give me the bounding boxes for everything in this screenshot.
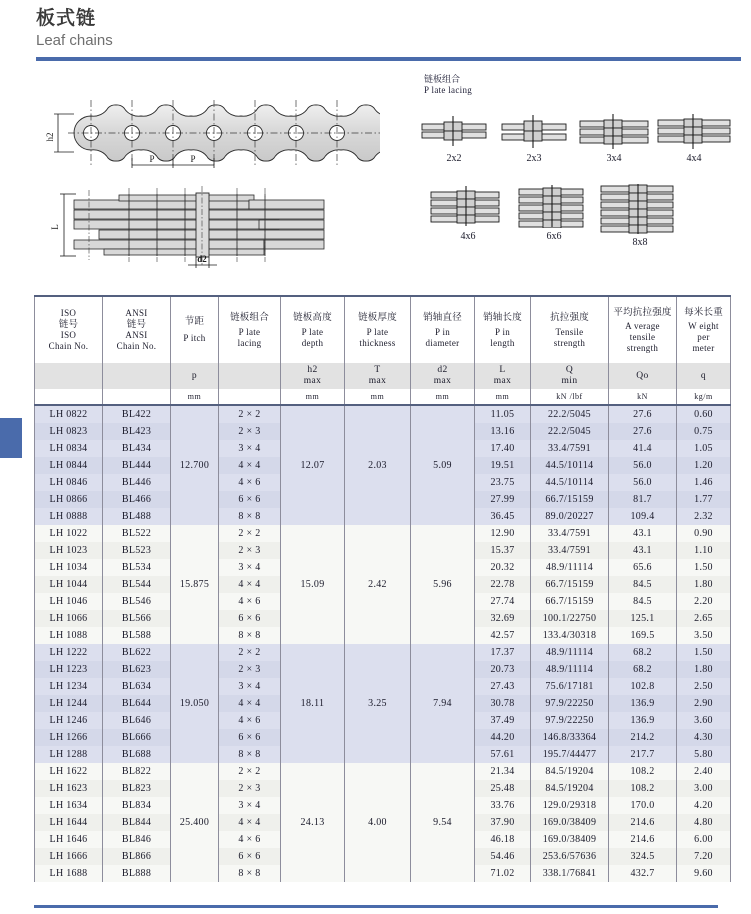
cell-average-tensile-strength: 214.6	[609, 831, 677, 848]
cell-weight-per-meter: 2.90	[677, 695, 731, 712]
cell-pitch: 12.700	[171, 405, 219, 525]
cell-iso-chain-no: LH 1066	[35, 610, 103, 627]
cell-ansi-chain-no: BL566	[103, 610, 171, 627]
cell-plate-thickness: 3.25	[345, 644, 411, 763]
header-pin-length: 销轴长度 P in length	[475, 296, 531, 363]
lacing-diagram-2x2	[414, 112, 494, 164]
cell-average-tensile-strength: 324.5	[609, 848, 677, 865]
unit-pin-diameter: mm	[411, 389, 475, 405]
cell-pin-length: 32.69	[475, 610, 531, 627]
cell-pin-length: 20.73	[475, 661, 531, 678]
cell-ansi-chain-no: BL834	[103, 797, 171, 814]
cell-weight-per-meter: 7.20	[677, 848, 731, 865]
cell-plate-lacing: 3 × 4	[219, 440, 281, 457]
symbol-average-tensile-strength: Qo	[609, 363, 677, 389]
side-view-pitch-label-1: P	[149, 154, 155, 164]
side-view-h2-label: h2	[45, 132, 55, 142]
lacing-diagram-8x8	[597, 184, 683, 248]
side-view-pitch-label-2: P	[190, 154, 196, 164]
cell-iso-chain-no: LH 1023	[35, 542, 103, 559]
cell-pin-length: 21.34	[475, 763, 531, 780]
cell-tensile-strength: 146.8/33364	[531, 729, 609, 746]
cell-weight-per-meter: 3.60	[677, 712, 731, 729]
cell-average-tensile-strength: 125.1	[609, 610, 677, 627]
cell-iso-chain-no: LH 1666	[35, 848, 103, 865]
cell-pin-length: 37.49	[475, 712, 531, 729]
cell-iso-chain-no: LH 1234	[35, 678, 103, 695]
cell-ansi-chain-no: BL666	[103, 729, 171, 746]
cell-average-tensile-strength: 169.5	[609, 627, 677, 644]
lacing-label-6x6: 6x6	[546, 231, 562, 242]
cell-pin-length: 13.16	[475, 423, 531, 440]
cell-ansi-chain-no: BL623	[103, 661, 171, 678]
cell-plate-lacing: 2 × 2	[219, 644, 281, 661]
cell-pin-length: 12.90	[475, 525, 531, 542]
cell-pin-length: 20.32	[475, 559, 531, 576]
cell-tensile-strength: 22.2/5045	[531, 405, 609, 423]
lacing-label-8x8: 8x8	[632, 237, 648, 248]
cell-tensile-strength: 133.4/30318	[531, 627, 609, 644]
cell-average-tensile-strength: 68.2	[609, 644, 677, 661]
cell-iso-chain-no: LH 0844	[35, 457, 103, 474]
cell-ansi-chain-no: BL534	[103, 559, 171, 576]
cell-plate-lacing: 8 × 8	[219, 746, 281, 763]
header-iso-chain-no: ISO 链号 ISO Chain No.	[35, 296, 103, 363]
cell-tensile-strength: 97.9/22250	[531, 712, 609, 729]
cell-iso-chain-no: LH 1644	[35, 814, 103, 831]
cell-plate-lacing: 6 × 6	[219, 491, 281, 508]
cell-ansi-chain-no: BL888	[103, 865, 171, 882]
cell-weight-per-meter: 2.32	[677, 508, 731, 525]
plate-lacing-title-en: P late lacing	[424, 85, 473, 95]
cell-iso-chain-no: LH 1266	[35, 729, 103, 746]
symbol-tensile-strength: Q min	[531, 363, 609, 389]
cell-average-tensile-strength: 43.1	[609, 542, 677, 559]
unit-iso	[35, 389, 103, 405]
cell-plate-lacing: 4 × 6	[219, 593, 281, 610]
cell-weight-per-meter: 2.65	[677, 610, 731, 627]
cell-pin-length: 36.45	[475, 508, 531, 525]
table-header-main-row	[35, 296, 731, 363]
cell-iso-chain-no: LH 1223	[35, 661, 103, 678]
table-bottom-divider	[34, 905, 718, 908]
page-title-cn: 板式链	[36, 8, 97, 29]
cell-tensile-strength: 66.7/15159	[531, 593, 609, 610]
cell-plate-lacing: 4 × 4	[219, 695, 281, 712]
cell-tensile-strength: 169.0/38409	[531, 814, 609, 831]
symbol-pitch: p	[171, 363, 219, 389]
cell-weight-per-meter: 1.05	[677, 440, 731, 457]
cell-tensile-strength: 33.4/7591	[531, 542, 609, 559]
cell-pin-length: 17.40	[475, 440, 531, 457]
cell-average-tensile-strength: 84.5	[609, 593, 677, 610]
cell-plate-lacing: 3 × 4	[219, 797, 281, 814]
lacing-diagram-4x4	[654, 112, 734, 164]
cell-tensile-strength: 33.4/7591	[531, 440, 609, 457]
cell-weight-per-meter: 3.00	[677, 780, 731, 797]
cell-pin-length: 27.99	[475, 491, 531, 508]
cell-average-tensile-strength: 65.6	[609, 559, 677, 576]
cell-iso-chain-no: LH 1034	[35, 559, 103, 576]
cell-ansi-chain-no: BL446	[103, 474, 171, 491]
cell-iso-chain-no: LH 0834	[35, 440, 103, 457]
lacing-label-2x3: 2x3	[526, 153, 542, 164]
cell-pin-length: 57.61	[475, 746, 531, 763]
cell-plate-thickness: 4.00	[345, 763, 411, 882]
plate-lacing-title	[424, 74, 472, 96]
header-weight-per-meter: 每米长重 W eight per meter	[677, 296, 731, 363]
spec-table-body	[35, 405, 731, 882]
cell-pin-length: 33.76	[475, 797, 531, 814]
cell-tensile-strength: 338.1/76841	[531, 865, 609, 882]
table-header-unit-row	[35, 389, 731, 405]
lacing-diagram-2x3	[494, 112, 574, 164]
cell-ansi-chain-no: BL422	[103, 405, 171, 423]
side-accent-tab	[0, 418, 22, 458]
cell-iso-chain-no: LH 1244	[35, 695, 103, 712]
cell-average-tensile-strength: 41.4	[609, 440, 677, 457]
cell-ansi-chain-no: BL866	[103, 848, 171, 865]
cell-pin-length: 44.20	[475, 729, 531, 746]
cell-ansi-chain-no: BL646	[103, 712, 171, 729]
cell-iso-chain-no: LH 1246	[35, 712, 103, 729]
cell-plate-lacing: 2 × 3	[219, 542, 281, 559]
cell-ansi-chain-no: BL434	[103, 440, 171, 457]
unit-weight-per-meter: kg/m	[677, 389, 731, 405]
cell-iso-chain-no: LH 1623	[35, 780, 103, 797]
cell-average-tensile-strength: 136.9	[609, 695, 677, 712]
header-pitch: 节距 P itch	[171, 296, 219, 363]
cell-iso-chain-no: LH 1288	[35, 746, 103, 763]
cell-ansi-chain-no: BL466	[103, 491, 171, 508]
cell-average-tensile-strength: 43.1	[609, 525, 677, 542]
cell-ansi-chain-no: BL634	[103, 678, 171, 695]
leaf-chain-side-view-diagram	[44, 92, 380, 174]
cell-pin-length: 15.37	[475, 542, 531, 559]
cell-ansi-chain-no: BL846	[103, 831, 171, 848]
cell-plate-lacing: 2 × 3	[219, 423, 281, 440]
cell-weight-per-meter: 2.50	[677, 678, 731, 695]
cell-plate-depth: 18.11	[281, 644, 345, 763]
cell-iso-chain-no: LH 1646	[35, 831, 103, 848]
cell-iso-chain-no: LH 0888	[35, 508, 103, 525]
lacing-diagram-3x4	[574, 112, 654, 164]
cell-ansi-chain-no: BL844	[103, 814, 171, 831]
lacing-label-4x4: 4x4	[686, 153, 702, 164]
cell-average-tensile-strength: 108.2	[609, 780, 677, 797]
lacing-diagram-6x6	[511, 184, 597, 248]
cell-ansi-chain-no: BL588	[103, 627, 171, 644]
symbol-weight-per-meter: q	[677, 363, 731, 389]
cell-pin-length: 27.74	[475, 593, 531, 610]
cell-weight-per-meter: 1.20	[677, 457, 731, 474]
cell-pin-length: 54.46	[475, 848, 531, 865]
cell-tensile-strength: 89.0/20227	[531, 508, 609, 525]
cell-plate-depth: 15.09	[281, 525, 345, 644]
cell-plate-depth: 12.07	[281, 405, 345, 525]
cell-weight-per-meter: 1.50	[677, 559, 731, 576]
cell-average-tensile-strength: 56.0	[609, 474, 677, 491]
cell-ansi-chain-no: BL444	[103, 457, 171, 474]
cell-iso-chain-no: LH 0823	[35, 423, 103, 440]
cell-pin-length: 42.57	[475, 627, 531, 644]
cell-pin-diameter: 9.54	[411, 763, 475, 882]
symbol-ansi	[103, 363, 171, 389]
figure-area	[0, 64, 751, 279]
header-tensile-strength: 抗拉强度 Tensile strength	[531, 296, 609, 363]
cell-plate-lacing: 4 × 4	[219, 576, 281, 593]
cell-plate-lacing: 4 × 6	[219, 831, 281, 848]
cell-tensile-strength: 44.5/10114	[531, 474, 609, 491]
cell-plate-lacing: 3 × 4	[219, 559, 281, 576]
cell-average-tensile-strength: 432.7	[609, 865, 677, 882]
cell-iso-chain-no: LH 1088	[35, 627, 103, 644]
cell-weight-per-meter: 0.90	[677, 525, 731, 542]
symbol-plate-lacing	[219, 363, 281, 389]
cell-plate-lacing: 2 × 3	[219, 780, 281, 797]
cell-plate-lacing: 8 × 8	[219, 508, 281, 525]
cell-tensile-strength: 100.1/22750	[531, 610, 609, 627]
header-pin-diameter: 销轴直径 P in diameter	[411, 296, 475, 363]
cell-weight-per-meter: 1.50	[677, 644, 731, 661]
cell-ansi-chain-no: BL823	[103, 780, 171, 797]
cell-plate-lacing: 8 × 8	[219, 627, 281, 644]
cell-ansi-chain-no: BL423	[103, 423, 171, 440]
cell-plate-lacing: 4 × 6	[219, 474, 281, 491]
header-ansi-chain-no: ANSI 链号 ANSI Chain No.	[103, 296, 171, 363]
cell-pin-diameter: 5.96	[411, 525, 475, 644]
cell-ansi-chain-no: BL522	[103, 525, 171, 542]
title-divider	[36, 57, 741, 61]
header-plate-thickness: 链板厚度 P late thickness	[345, 296, 411, 363]
cell-tensile-strength: 129.0/29318	[531, 797, 609, 814]
cell-pin-length: 30.78	[475, 695, 531, 712]
cell-iso-chain-no: LH 1634	[35, 797, 103, 814]
table-row	[35, 405, 731, 423]
cell-average-tensile-strength: 81.7	[609, 491, 677, 508]
symbol-pin-length: L max	[475, 363, 531, 389]
cell-tensile-strength: 84.5/19204	[531, 780, 609, 797]
cell-weight-per-meter: 1.80	[677, 576, 731, 593]
cell-average-tensile-strength: 214.6	[609, 814, 677, 831]
cell-weight-per-meter: 0.75	[677, 423, 731, 440]
cell-pin-length: 25.48	[475, 780, 531, 797]
cell-iso-chain-no: LH 0846	[35, 474, 103, 491]
unit-plate-depth: mm	[281, 389, 345, 405]
cell-pin-length: 71.02	[475, 865, 531, 882]
cell-plate-lacing: 2 × 2	[219, 405, 281, 423]
cell-ansi-chain-no: BL622	[103, 644, 171, 661]
cell-weight-per-meter: 0.60	[677, 405, 731, 423]
cell-weight-per-meter: 4.30	[677, 729, 731, 746]
cell-iso-chain-no: LH 1044	[35, 576, 103, 593]
cell-pin-length: 19.51	[475, 457, 531, 474]
table-header-symbol-row	[35, 363, 731, 389]
cell-tensile-strength: 33.4/7591	[531, 525, 609, 542]
cell-average-tensile-strength: 56.0	[609, 457, 677, 474]
cell-ansi-chain-no: BL546	[103, 593, 171, 610]
cell-ansi-chain-no: BL822	[103, 763, 171, 780]
cell-plate-thickness: 2.42	[345, 525, 411, 644]
unit-plate-thickness: mm	[345, 389, 411, 405]
page-title-en: Leaf chains	[36, 32, 113, 49]
symbol-plate-depth: h2 max	[281, 363, 345, 389]
symbol-iso	[35, 363, 103, 389]
cell-weight-per-meter: 5.80	[677, 746, 731, 763]
header-plate-lacing: 链板组合 P late lacing	[219, 296, 281, 363]
cell-pin-length: 27.43	[475, 678, 531, 695]
cell-plate-lacing: 3 × 4	[219, 678, 281, 695]
cell-weight-per-meter: 3.50	[677, 627, 731, 644]
cell-tensile-strength: 253.6/57636	[531, 848, 609, 865]
cell-tensile-strength: 22.2/5045	[531, 423, 609, 440]
plan-view-length-label: L	[50, 224, 60, 230]
cell-pin-length: 46.18	[475, 831, 531, 848]
symbol-plate-thickness: T max	[345, 363, 411, 389]
cell-average-tensile-strength: 217.7	[609, 746, 677, 763]
cell-tensile-strength: 169.0/38409	[531, 831, 609, 848]
cell-tensile-strength: 195.7/44477	[531, 746, 609, 763]
cell-plate-lacing: 6 × 6	[219, 848, 281, 865]
cell-iso-chain-no: LH 0866	[35, 491, 103, 508]
cell-ansi-chain-no: BL544	[103, 576, 171, 593]
cell-iso-chain-no: LH 1622	[35, 763, 103, 780]
cell-pin-diameter: 7.94	[411, 644, 475, 763]
cell-plate-lacing: 6 × 6	[219, 610, 281, 627]
cell-plate-lacing: 4 × 4	[219, 814, 281, 831]
plate-lacing-row-1	[414, 112, 734, 164]
cell-weight-per-meter: 9.60	[677, 865, 731, 882]
cell-pin-length: 37.90	[475, 814, 531, 831]
spec-table-container	[34, 295, 723, 882]
unit-plate-lacing	[219, 389, 281, 405]
symbol-pin-diameter: d2 max	[411, 363, 475, 389]
cell-pin-length: 23.75	[475, 474, 531, 491]
header-plate-depth: 链板高度 P late depth	[281, 296, 345, 363]
cell-average-tensile-strength: 68.2	[609, 661, 677, 678]
cell-tensile-strength: 66.7/15159	[531, 491, 609, 508]
lacing-label-3x4: 3x4	[606, 153, 622, 164]
page-title	[36, 8, 726, 51]
cell-pitch: 19.050	[171, 644, 219, 763]
cell-pitch: 15.875	[171, 525, 219, 644]
cell-iso-chain-no: LH 0822	[35, 405, 103, 423]
leaf-chain-plan-view-diagram	[44, 182, 344, 274]
cell-weight-per-meter: 1.80	[677, 661, 731, 678]
cell-weight-per-meter: 2.40	[677, 763, 731, 780]
cell-tensile-strength: 48.9/11114	[531, 661, 609, 678]
cell-iso-chain-no: LH 1222	[35, 644, 103, 661]
plate-lacing-title-cn: 链板组合	[424, 74, 461, 84]
plan-view-pin-diameter-label: d2	[197, 254, 207, 264]
cell-average-tensile-strength: 170.0	[609, 797, 677, 814]
cell-iso-chain-no: LH 1688	[35, 865, 103, 882]
cell-plate-lacing: 2 × 2	[219, 763, 281, 780]
lacing-label-4x6: 4x6	[460, 231, 476, 242]
cell-average-tensile-strength: 27.6	[609, 423, 677, 440]
cell-ansi-chain-no: BL488	[103, 508, 171, 525]
unit-ansi	[103, 389, 171, 405]
cell-average-tensile-strength: 102.8	[609, 678, 677, 695]
cell-average-tensile-strength: 136.9	[609, 712, 677, 729]
cell-tensile-strength: 75.6/17181	[531, 678, 609, 695]
cell-average-tensile-strength: 109.4	[609, 508, 677, 525]
cell-average-tensile-strength: 108.2	[609, 763, 677, 780]
cell-pin-length: 22.78	[475, 576, 531, 593]
lacing-label-2x2: 2x2	[446, 153, 462, 164]
cell-tensile-strength: 48.9/11114	[531, 644, 609, 661]
plate-lacing-row-2	[425, 184, 665, 248]
cell-tensile-strength: 66.7/15159	[531, 576, 609, 593]
cell-average-tensile-strength: 214.2	[609, 729, 677, 746]
cell-iso-chain-no: LH 1046	[35, 593, 103, 610]
cell-ansi-chain-no: BL688	[103, 746, 171, 763]
cell-weight-per-meter: 1.46	[677, 474, 731, 491]
cell-pin-length: 17.37	[475, 644, 531, 661]
cell-ansi-chain-no: BL644	[103, 695, 171, 712]
unit-pin-length: mm	[475, 389, 531, 405]
cell-tensile-strength: 44.5/10114	[531, 457, 609, 474]
cell-weight-per-meter: 1.10	[677, 542, 731, 559]
unit-pitch: mm	[171, 389, 219, 405]
cell-average-tensile-strength: 27.6	[609, 405, 677, 423]
cell-pin-diameter: 5.09	[411, 405, 475, 525]
cell-average-tensile-strength: 84.5	[609, 576, 677, 593]
cell-weight-per-meter: 4.80	[677, 814, 731, 831]
lacing-diagram-4x6	[425, 184, 511, 248]
cell-pitch: 25.400	[171, 763, 219, 882]
table-row	[35, 763, 731, 780]
cell-pin-length: 11.05	[475, 405, 531, 423]
cell-plate-lacing: 6 × 6	[219, 729, 281, 746]
header-average-tensile-strength: 平均抗拉强度 A verage tensile strength	[609, 296, 677, 363]
table-row	[35, 644, 731, 661]
unit-tensile-strength: kN /lbf	[531, 389, 609, 405]
cell-weight-per-meter: 4.20	[677, 797, 731, 814]
cell-plate-thickness: 2.03	[345, 405, 411, 525]
cell-plate-lacing: 2 × 2	[219, 525, 281, 542]
cell-plate-lacing: 8 × 8	[219, 865, 281, 882]
cell-iso-chain-no: LH 1022	[35, 525, 103, 542]
cell-weight-per-meter: 2.20	[677, 593, 731, 610]
cell-tensile-strength: 84.5/19204	[531, 763, 609, 780]
cell-plate-depth: 24.13	[281, 763, 345, 882]
cell-plate-lacing: 4 × 4	[219, 457, 281, 474]
cell-ansi-chain-no: BL523	[103, 542, 171, 559]
cell-weight-per-meter: 6.00	[677, 831, 731, 848]
leaf-chain-spec-table	[34, 295, 731, 882]
unit-average-tensile-strength: kN	[609, 389, 677, 405]
table-row	[35, 525, 731, 542]
cell-plate-lacing: 4 × 6	[219, 712, 281, 729]
cell-tensile-strength: 48.9/11114	[531, 559, 609, 576]
cell-weight-per-meter: 1.77	[677, 491, 731, 508]
cell-plate-lacing: 2 × 3	[219, 661, 281, 678]
cell-tensile-strength: 97.9/22250	[531, 695, 609, 712]
